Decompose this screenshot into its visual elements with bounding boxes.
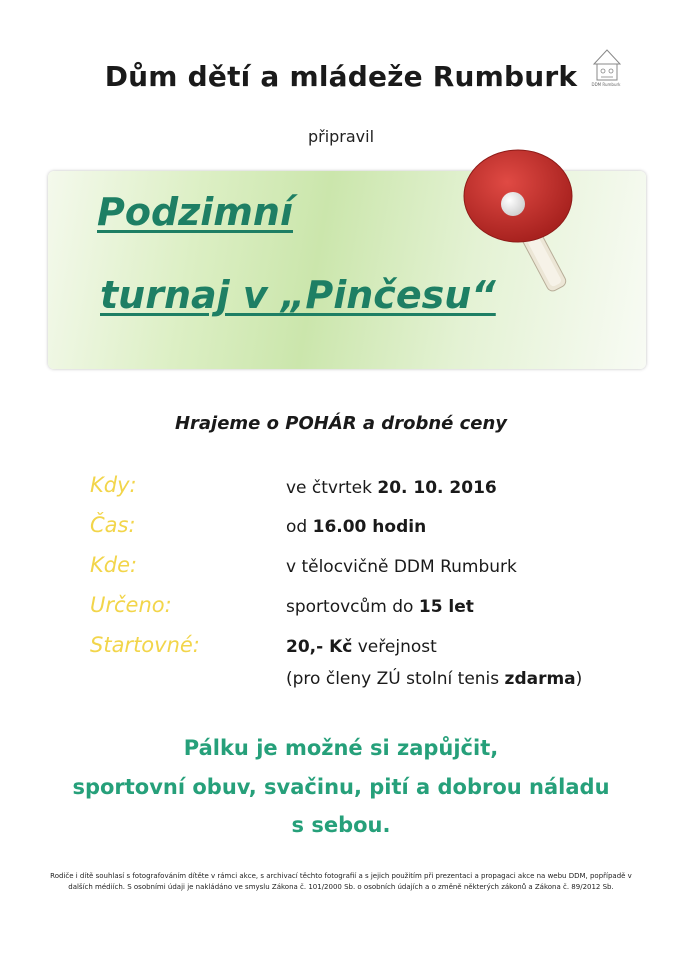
- detail-label-when: Kdy:: [90, 473, 137, 497]
- detail-value-when: ve čtvrtek 20. 10. 2016: [286, 478, 497, 498]
- prizes-text: Hrajeme o POHÁR a drobné ceny: [174, 413, 508, 434]
- closing-line-1: Pálku je možné si zapůjčit,: [183, 736, 499, 760]
- prepared-by-text: připravil: [307, 127, 375, 146]
- detail-label-where: Kde:: [90, 553, 138, 577]
- closing-line-3: s sebou.: [291, 813, 391, 837]
- detail-label-intended: Určeno:: [90, 593, 172, 617]
- members-note: (pro členy ZÚ stolní tenis zdarma): [286, 669, 583, 689]
- detail-value-time: od 16.00 hodin: [286, 517, 427, 537]
- organization-title: Dům dětí a mládeže Rumburk: [104, 60, 578, 93]
- ping-pong-paddle-icon: [452, 146, 602, 306]
- detail-value-fee: 20,- Kč veřejnost: [286, 637, 437, 657]
- photo-consent-footnote: Rodiče i dítě souhlasí s fotografováním dítěte v rámci akce, s archivací těchto fotografií a s jejich použitím při prezentaci a propagaci akce na webu DDM, popřípadě v dalších médiích. S osobními údaji je nakládáno ve smyslu Zákona č. 101/2000 Sb. o osobních údajích a o změně některých zákonů a Zákona č. 89/2012 Sb.: [50, 872, 632, 891]
- event-title-line-2: turnaj v „Pinčesu“: [100, 273, 496, 317]
- logo-caption: DDM Rumburk: [591, 82, 621, 87]
- detail-value-intended: sportovcům do 15 let: [286, 597, 474, 617]
- event-title-line-1: Podzimní: [97, 190, 293, 234]
- closing-line-2: sportovní obuv, svačinu, pití a dobrou náladu: [72, 775, 610, 799]
- detail-label-fee: Startovné:: [90, 633, 200, 657]
- detail-value-where: v tělocvičně DDM Rumburk: [286, 557, 517, 577]
- detail-label-time: Čas:: [90, 513, 136, 537]
